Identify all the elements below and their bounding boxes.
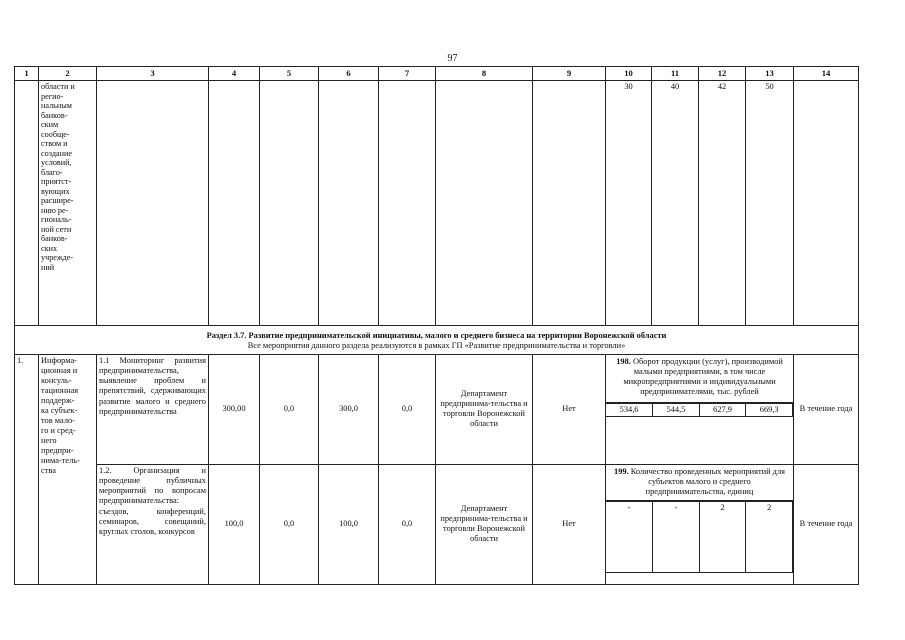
- term: В течение года: [794, 354, 859, 464]
- funding-col6: 100,0: [319, 464, 379, 584]
- continued-value: 30: [606, 81, 652, 326]
- indicator-title: 199. Количество проведенных мероприятий для субъектов малого и среднего предпринимательства, единиц: [606, 465, 793, 502]
- column-header: 7: [379, 67, 436, 81]
- column-header: 10: [606, 67, 652, 81]
- funding-col6: 300,0: [319, 354, 379, 464]
- activity-name: Информа- ционная и консуль- тационная поддерж- ка субъек- тов мало- го и сред- него предпри- нима-тель- ства: [39, 354, 97, 584]
- column-header: 14: [794, 67, 859, 81]
- indicator-values: [606, 403, 793, 417]
- indicator-title: 198. Оборот продукции (услуг), производимой малыми предприятиями, в том числе микропредприятиями и индивидуальными предпринимателями, тыс. рублей: [606, 355, 793, 403]
- row-number: 1.: [15, 354, 39, 584]
- continued-value: 50: [746, 81, 794, 326]
- funding-col7: 0,0: [379, 354, 436, 464]
- indicator-cell: [606, 354, 794, 464]
- section-header-row: [15, 326, 859, 355]
- indicator-value: 627,9: [699, 403, 746, 416]
- indicator-value: -: [606, 502, 653, 573]
- column-header: 2: [39, 67, 97, 81]
- continued-value: 40: [652, 81, 699, 326]
- funding-total: 300,00: [209, 354, 260, 464]
- column-header: 13: [746, 67, 794, 81]
- indicator-values: [606, 501, 793, 573]
- continued-activity-text: области и регио- нальным банков- ским сообще- ством и создание условий, благо- приятст- вующих расшире- нию ре- гиональ- ной сети банков- ских учрежде- ний: [39, 81, 97, 326]
- term: В течение года: [794, 464, 859, 584]
- column-header: 6: [319, 67, 379, 81]
- section-title: Раздел 3.7. Развитие предпринимательской инициативы, малого и среднего бизнеса на территории Воронежской области: [206, 331, 667, 340]
- funding-total: 100,0: [209, 464, 260, 584]
- column-header: 11: [652, 67, 699, 81]
- column-header: 5: [260, 67, 319, 81]
- continued-value: 42: [699, 81, 746, 326]
- executor: Департамент предпринима-тельства и торговли Воронежской области: [436, 354, 533, 464]
- subactivity-text: 1.1 Мониторинг развития предпринимательства, выявление проблем и препятствий, сдерживающих развитие малого и среднего предпринимательства: [97, 354, 209, 464]
- indicator-cell: [606, 464, 794, 584]
- column-header: 3: [97, 67, 209, 81]
- page-number: 97: [447, 53, 458, 64]
- program-table: [14, 66, 859, 585]
- funding-col5: 0,0: [260, 354, 319, 464]
- indicator-value: 2: [699, 502, 746, 573]
- column-header: 9: [533, 67, 606, 81]
- funding-col7: 0,0: [379, 464, 436, 584]
- continued-row: [15, 81, 859, 326]
- table-row: [15, 354, 859, 464]
- indicator-value: 534,6: [606, 403, 653, 416]
- section-subtitle: Все мероприятия данного раздела реализуются в рамках ГП «Развитие предпринимательства и торговли»: [247, 341, 626, 351]
- table-row: [15, 464, 859, 584]
- column-header: 1: [15, 67, 39, 81]
- subactivity-text: 1.2. Организация и проведение публичных мероприятий по вопросам предпринимательства: съездов, конференций, семинаров, совещаний, круглых столов, конкурсов: [97, 464, 209, 584]
- indicator-value: 669,3: [746, 403, 793, 416]
- column-number-row: [15, 67, 859, 81]
- indicator-value: -: [653, 502, 700, 573]
- column-header: 4: [209, 67, 260, 81]
- col9-value: Нет: [533, 354, 606, 464]
- funding-col5: 0,0: [260, 464, 319, 584]
- executor: Департамент предпринима-тельства и торговли Воронежской области: [436, 464, 533, 584]
- indicator-value: 2: [746, 502, 793, 573]
- col9-value: Нет: [533, 464, 606, 584]
- column-header: 8: [436, 67, 533, 81]
- indicator-value: 544,5: [653, 403, 700, 416]
- column-header: 12: [699, 67, 746, 81]
